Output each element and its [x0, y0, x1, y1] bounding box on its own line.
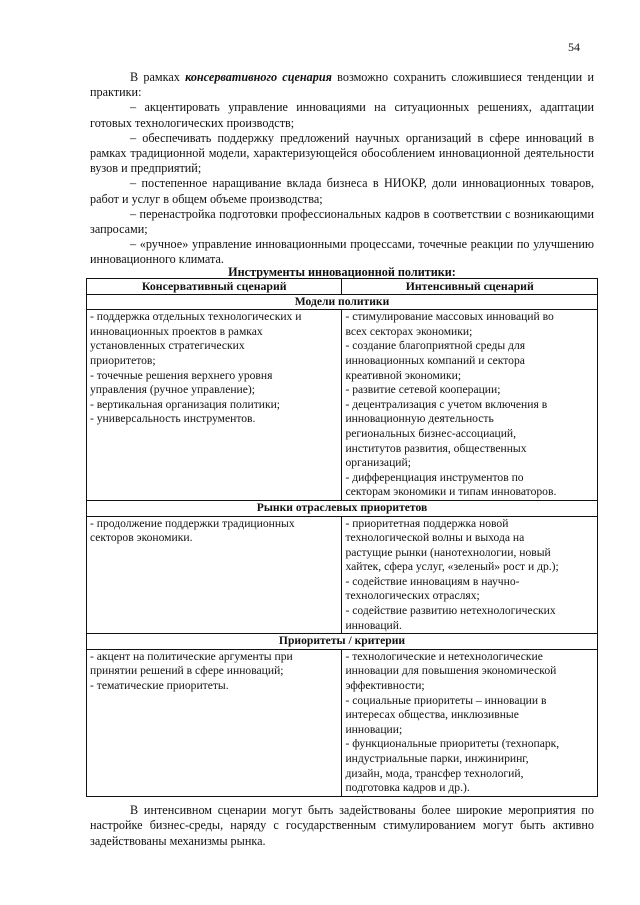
header-intensive: Интенсивный сценарий	[342, 279, 598, 295]
cell-line: инновационных компаний и сектора	[345, 353, 525, 367]
cell-line: растущие рынки (нанотехнологии, новый	[345, 545, 551, 559]
intro-item: – перенастройка подготовки профессиональных кадров в соответствии с возникающими запросами;	[90, 206, 594, 237]
cell-line: технологической волны и выхода на	[345, 531, 525, 545]
cell-line: - социальные приоритеты – инновации в	[345, 693, 547, 707]
intro-lead	[90, 70, 594, 100]
cell-line: установленных стратегических	[90, 339, 245, 353]
cell-line: дизайн, мода, трансфер технологий,	[345, 766, 524, 780]
closing-text	[90, 803, 594, 849]
intro-text	[90, 70, 594, 268]
cell-line: региональных бизнес-ассоциаций,	[345, 426, 516, 440]
cell-line: - содействие инновациям в научно-	[345, 574, 520, 588]
cell-line: - точечные решения верхнего уровня	[90, 368, 273, 382]
cell-line: инноваций.	[345, 618, 402, 632]
header-conservative: Консервативный сценарий	[87, 279, 342, 295]
conservative-cell	[87, 310, 342, 501]
cell-line: приоритетов;	[90, 353, 156, 367]
section-header-row	[87, 294, 598, 310]
cell-line: - функциональные приоритеты (технопарк,	[345, 737, 560, 751]
intro-item: – обеспечивать поддержку предложений научных организаций в сфере инноваций в рамках традиционной модели, характеризующейся обособлением инновационной деятельности вузов и предприятий;	[90, 130, 594, 176]
table-row	[87, 310, 598, 501]
cell-line: - тематические приоритеты.	[90, 679, 229, 693]
cell-line: организаций;	[345, 456, 411, 470]
cell-line: всех секторах экономики;	[345, 324, 473, 338]
lead-before: В рамках	[130, 70, 186, 84]
cell-line: - развитие сетевой кооперации;	[345, 383, 501, 397]
cell-line: - создание благоприятной среды для	[345, 339, 526, 353]
cell-line: - универсальность инструментов.	[90, 412, 256, 426]
cell-line: инновационную деятельность	[345, 412, 494, 426]
lead-after: возможно сохранить сложившиеся тенденции и практики:	[90, 70, 594, 100]
closing-paragraph: В интенсивном сценарии могут быть задействованы более широкие мероприятия по настройке бизнес-среды, наряду с государственным стимулированием могут быть активно задействованы механизмы рынка.	[90, 803, 594, 848]
cell-line: хайтек, сфера услуг, «зеленый» рост и др.);	[345, 560, 559, 574]
section-title: Модели политики	[87, 294, 598, 310]
cell-line: интересах общества, инклюзивные	[345, 708, 519, 722]
conservative-cell	[87, 649, 342, 796]
cell-line: секторов экономики.	[90, 531, 193, 545]
cell-line: - технологические и нетехнологические	[345, 649, 543, 663]
cell-line: - приоритетная поддержка новой	[345, 516, 509, 530]
cell-line: - вертикальная организация политики;	[90, 397, 281, 411]
table-title: Инструменты инновационной политики:	[228, 265, 456, 279]
cell-line: - продолжение поддержки традиционных	[90, 516, 295, 530]
page-number: 54	[568, 40, 580, 54]
cell-line: - содействие развитию нетехнологических	[345, 604, 556, 618]
cell-line: эффективности;	[345, 679, 425, 693]
cell-line: креативной экономики;	[345, 368, 462, 382]
intensive-cell	[342, 516, 598, 634]
table-row	[87, 649, 598, 796]
section-title: Рынки отраслевых приоритетов	[87, 500, 598, 516]
cell-line: - стимулирование массовых инноваций во	[345, 310, 554, 324]
intensive-cell	[342, 649, 598, 796]
intro-item: – «ручное» управление инновационными процессами, точечные реакции по улучшению инновационного климата.	[90, 237, 594, 267]
cell-line: - децентрализация с учетом включения в	[345, 397, 548, 411]
cell-line: - поддержка отдельных технологических и	[90, 310, 302, 324]
cell-line: инновации;	[345, 722, 403, 736]
cell-line: - дифференциация инструментов по	[345, 470, 524, 484]
conservative-cell	[87, 516, 342, 634]
cell-line: инновации для повышения экономической	[345, 664, 557, 678]
instruments-table	[86, 278, 598, 797]
cell-line: секторам экономики и типам инноваторов.	[345, 485, 557, 499]
intro-item: – постепенное наращивание вклада бизнеса в НИОКР, доли инновационных товаров, работ и услуг в общем объеме производства;	[90, 176, 594, 206]
cell-line: инновационных проектов в рамках	[90, 324, 263, 338]
cell-line: институтов развития, общественных	[345, 441, 527, 455]
cell-line: подготовка кадров и др.).	[345, 781, 470, 795]
cell-line: технологических отраслях;	[345, 589, 480, 603]
intro-item: – акцентировать управление инновациями на ситуационных решениях, адаптации готовых технологических производств;	[90, 100, 594, 130]
intensive-cell	[342, 310, 598, 501]
section-header-row	[87, 500, 598, 516]
section-title: Приоритеты / критерии	[87, 634, 598, 650]
cell-line: - акцент на политические аргументы при	[90, 649, 293, 663]
section-header-row	[87, 634, 598, 650]
table-header-row	[87, 279, 598, 295]
cell-line: индустриальные парки, инжиниринг,	[345, 752, 529, 765]
table-row	[87, 516, 598, 634]
lead-emphasis: консервативного сценария	[185, 70, 332, 84]
cell-line: управления (ручное управление);	[90, 383, 255, 397]
table-body	[87, 294, 598, 796]
cell-line: принятии решений в сфере инноваций;	[90, 664, 284, 678]
